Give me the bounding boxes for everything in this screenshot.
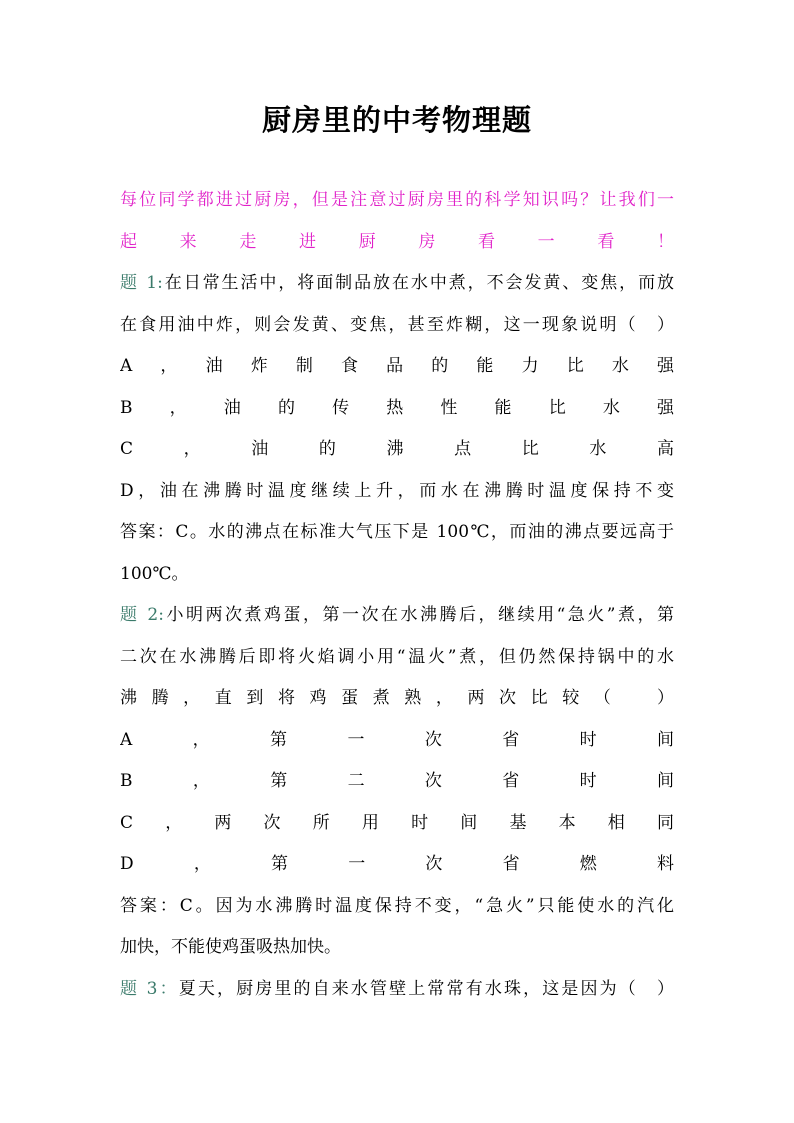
q1-label: 题 1: — [120, 273, 163, 293]
q1-option-c: C，油的沸点比水高 — [120, 439, 674, 459]
q2-option-d: D，第一次省燃料 — [120, 854, 674, 874]
intro-line-2: 起来走进厨房看一看！ — [120, 231, 674, 252]
q2-option-b: B，第二次省时间 — [120, 771, 674, 791]
q1-answer-line-1: 答案：C。水的沸点在标准大气压下是 100℃，而油的沸点要远高于 — [120, 522, 674, 542]
q1-stem-line-1 — [120, 263, 674, 305]
q2-stem-line-1 — [120, 595, 674, 637]
q3-stem-text-1: 夏天，厨房里的自来水管壁上常常有水珠，这是因为（ ） — [178, 978, 674, 999]
q2-option-a: A，第一次省时间 — [120, 729, 674, 750]
document-body — [120, 180, 674, 1010]
q2-stem-line-2: 二次在水沸腾后即将火焰调小用“温火”煮，但仍然保持锅中的水 — [120, 646, 674, 667]
q2-answer-line-1: 答案：C。因为水沸腾时温度保持不变，“急火”只能使水的汽化 — [120, 895, 674, 916]
intro-line-1: 每位同学都进过厨房，但是注意过厨房里的科学知识吗？让我们一 — [120, 190, 674, 210]
q3-stem-line-1 — [120, 969, 674, 1011]
q2-stem-line-3: 沸腾，直到将鸡蛋煮熟，两次比较（ ） — [120, 688, 674, 708]
q1-stem-text-1: 在日常生活中，将面制品放在水中煮，不会发黄、变焦，而放 — [162, 273, 674, 293]
q2-stem-text-1: 小明两次煮鸡蛋，第一次在水沸腾后，继续用“急火”煮，第 — [163, 605, 674, 625]
q2-option-c: C，两次所用时间基本相同 — [120, 812, 674, 833]
q3-label: 题 3： — [120, 978, 179, 999]
q1-option-d: D，油在沸腾时温度继续上升，而水在沸腾时温度保持不变 — [120, 480, 674, 501]
q1-stem-line-2: 在食用油中炸，则会发黄、变焦，甚至炸糊，这一现象说明（ ） — [120, 314, 674, 335]
q2-answer-line-2: 加快，不能使鸡蛋吸热加快。 — [120, 937, 341, 957]
page-title: 厨房里的中考物理题 — [261, 103, 532, 137]
q2-label: 题 2: — [120, 605, 164, 625]
q1-answer-line-2: 100℃。 — [120, 563, 189, 584]
q1-option-a: A，油炸制食品的能力比水强 — [120, 356, 674, 376]
q1-option-b: B，油的传热性能比水强 — [120, 397, 674, 418]
